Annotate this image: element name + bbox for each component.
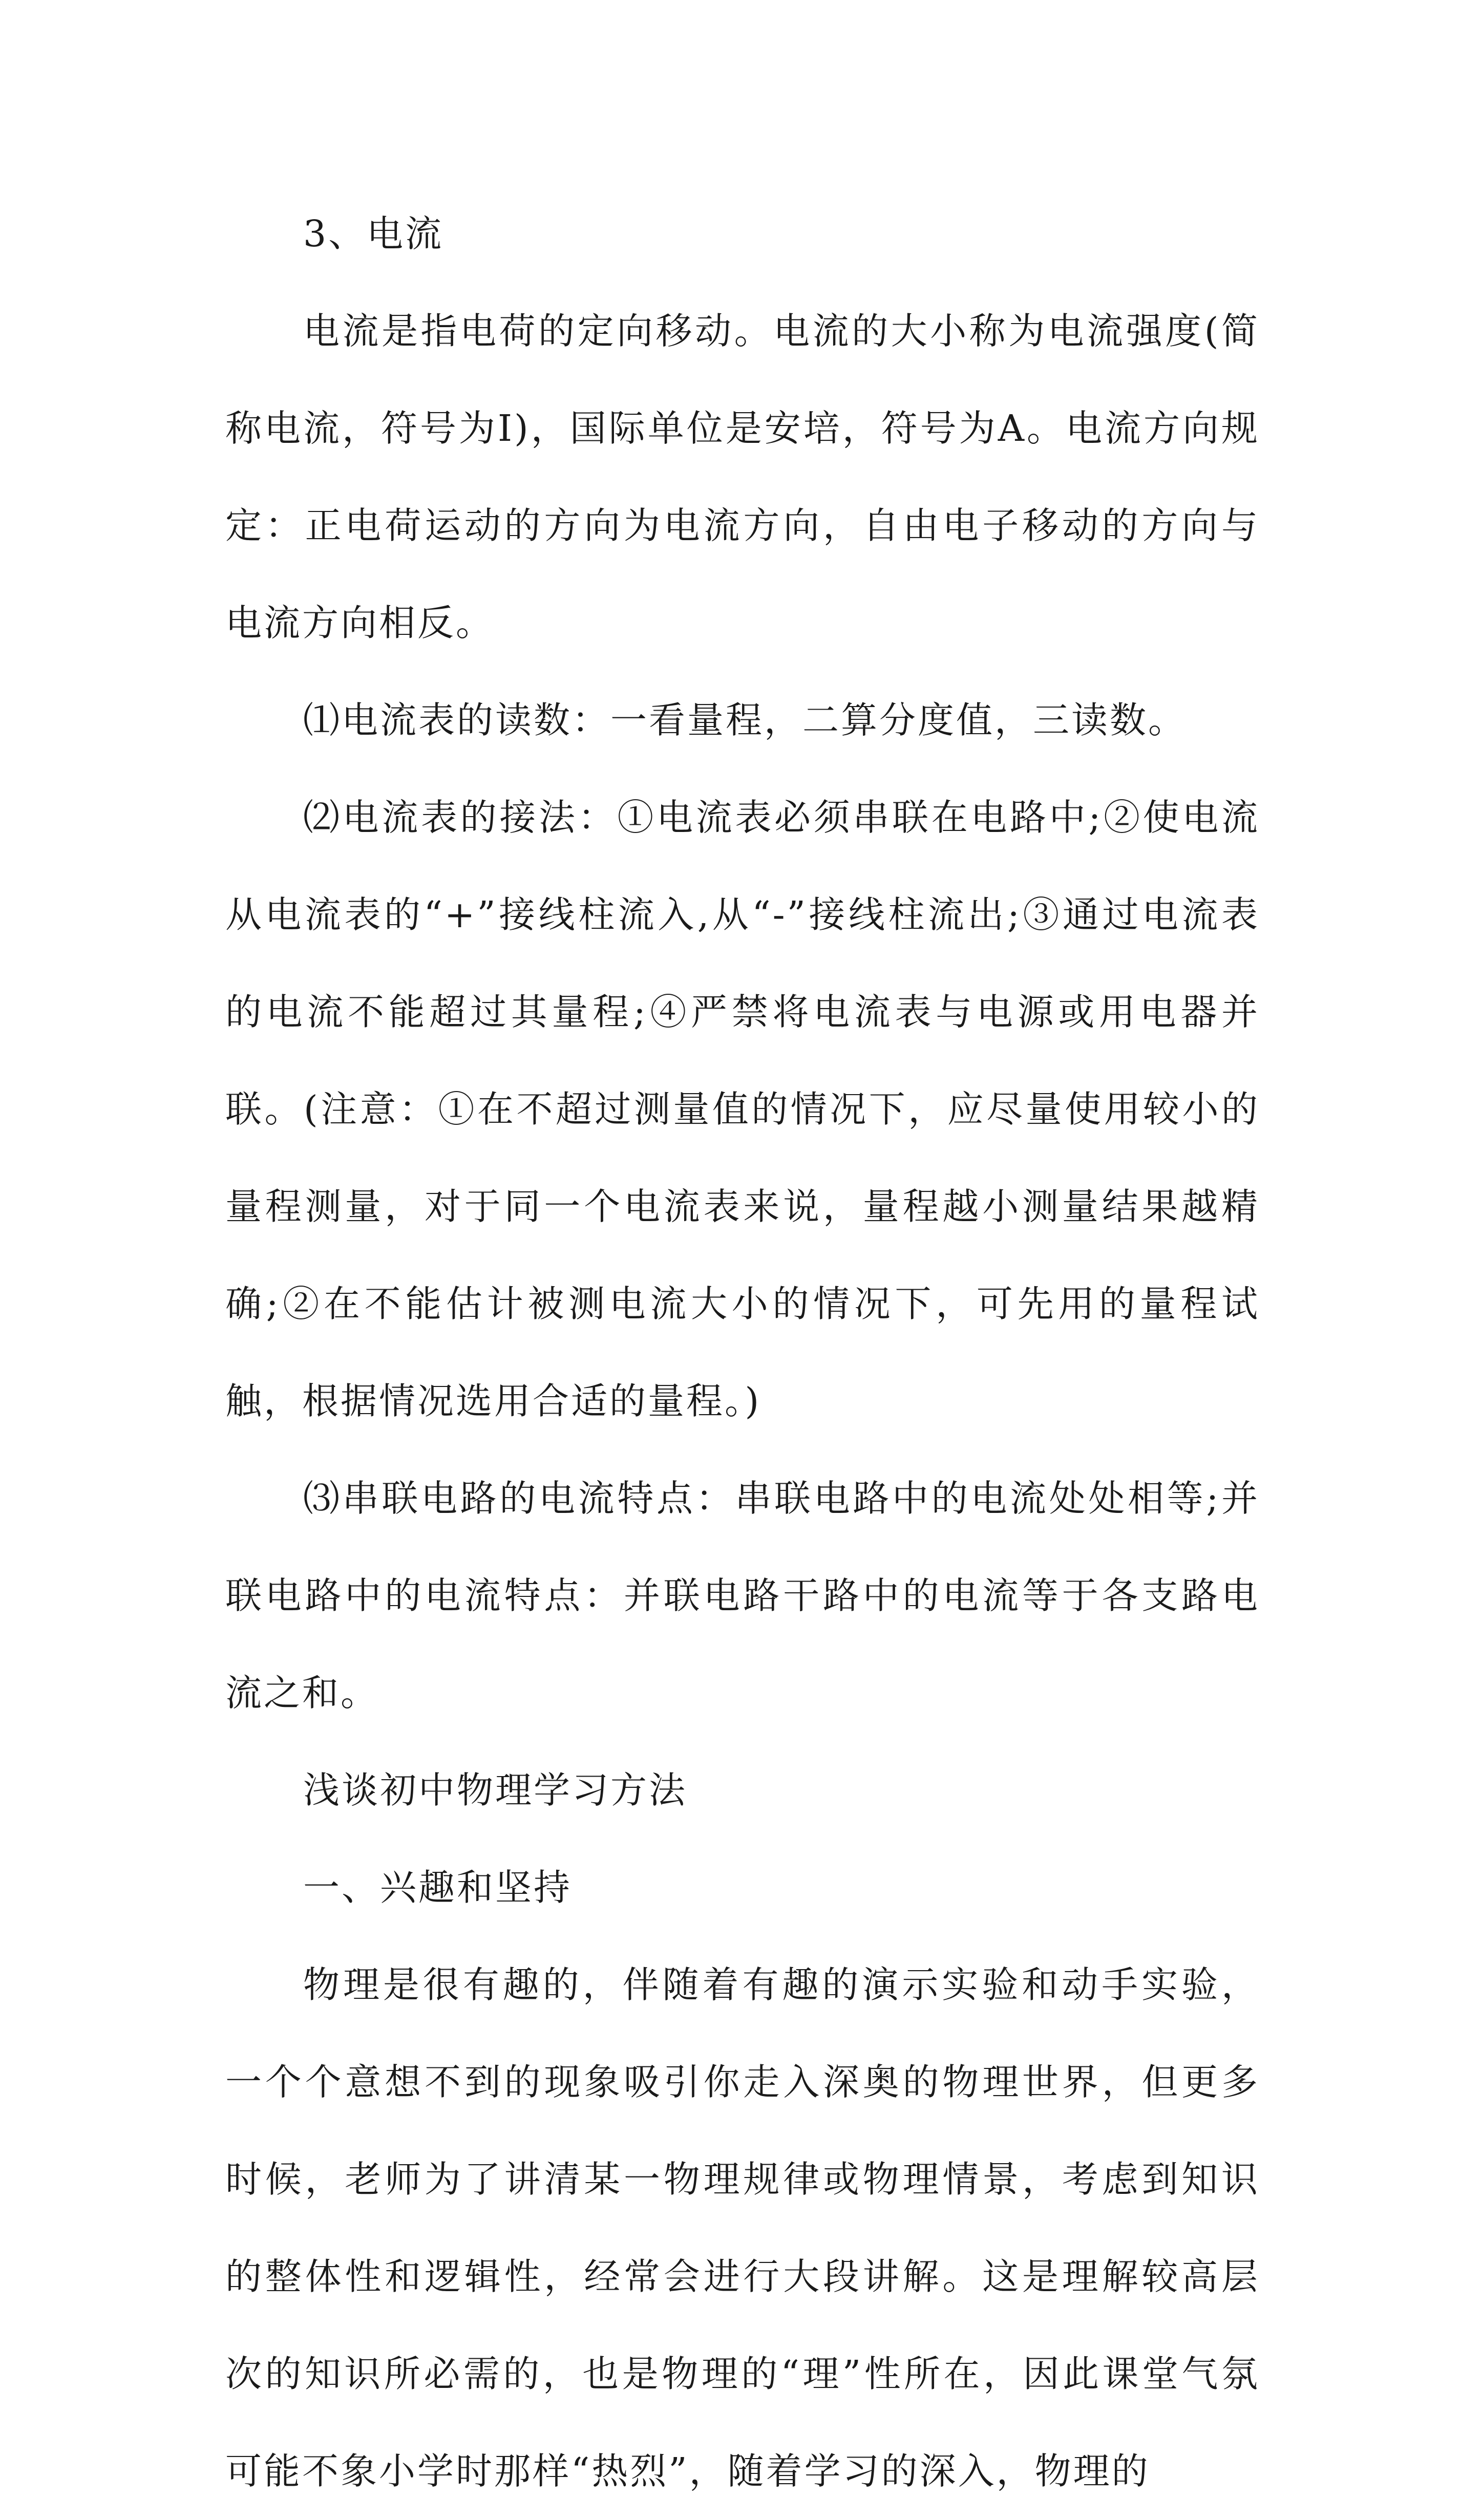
section-heading-interest: 一、兴趣和坚持	[303, 1866, 573, 1909]
paragraph-current-definition: 电流是指电荷的定向移动。电流的大小称为电流强度(简称电流，符号为I)，国际单位是安培，符号为A。电流方向规定：正电荷运动的方向为电流方向，自由电子移动的方向与电流方向相反。	[225, 310, 1260, 644]
article-title: 浅谈初中物理学习方法	[303, 1769, 688, 1811]
paragraph-circuit-current-characteristics: ⑶串联电路的电流特点：串联电路中的电流处处相等;并联电路中的电流特点：并联电路干路中的电流等于各支路电流之和。	[225, 1477, 1260, 1714]
paragraph-ammeter-reading: ⑴电流表的读数：一看量程，二算分度值，三读数。	[303, 699, 1187, 741]
section-heading-current: 3、电流	[303, 212, 444, 255]
paragraph-interest-body: 物理是很有趣的，伴随着有趣的演示实验和动手实验，一个个意想不到的现象吸引你走入深奥的物理世界，但更多时候，老师为了讲清某一物理规律或物理情景，考虑到知识的整体性和逻辑性，经常会进行大段讲解。这是理解较高层次的知识所必需的，也是物理的“理”性所在，因此课堂气氛可能不象小学时那样“热烈”，随着学习的深入，物理的	[225, 1963, 1260, 2492]
document-body	[225, 185, 1260, 2520]
paragraph-ammeter-connection: ⑵电流表的接法：①电流表必须串联在电路中;②使电流从电流表的“+”接线柱流入,从“-”接线柱流出;③通过电流表的电流不能超过其量程;④严禁将电流表与电源或用电器并联。(注意：①在不超过测量值的情况下，应尽量使用较小的量程测量，对于同一个电流表来说，量程越小测量结果越精确;②在不能估计被测电流大小的情况下，可先用的量程试触，根据情况选用合适的量程。)	[225, 796, 1260, 1422]
